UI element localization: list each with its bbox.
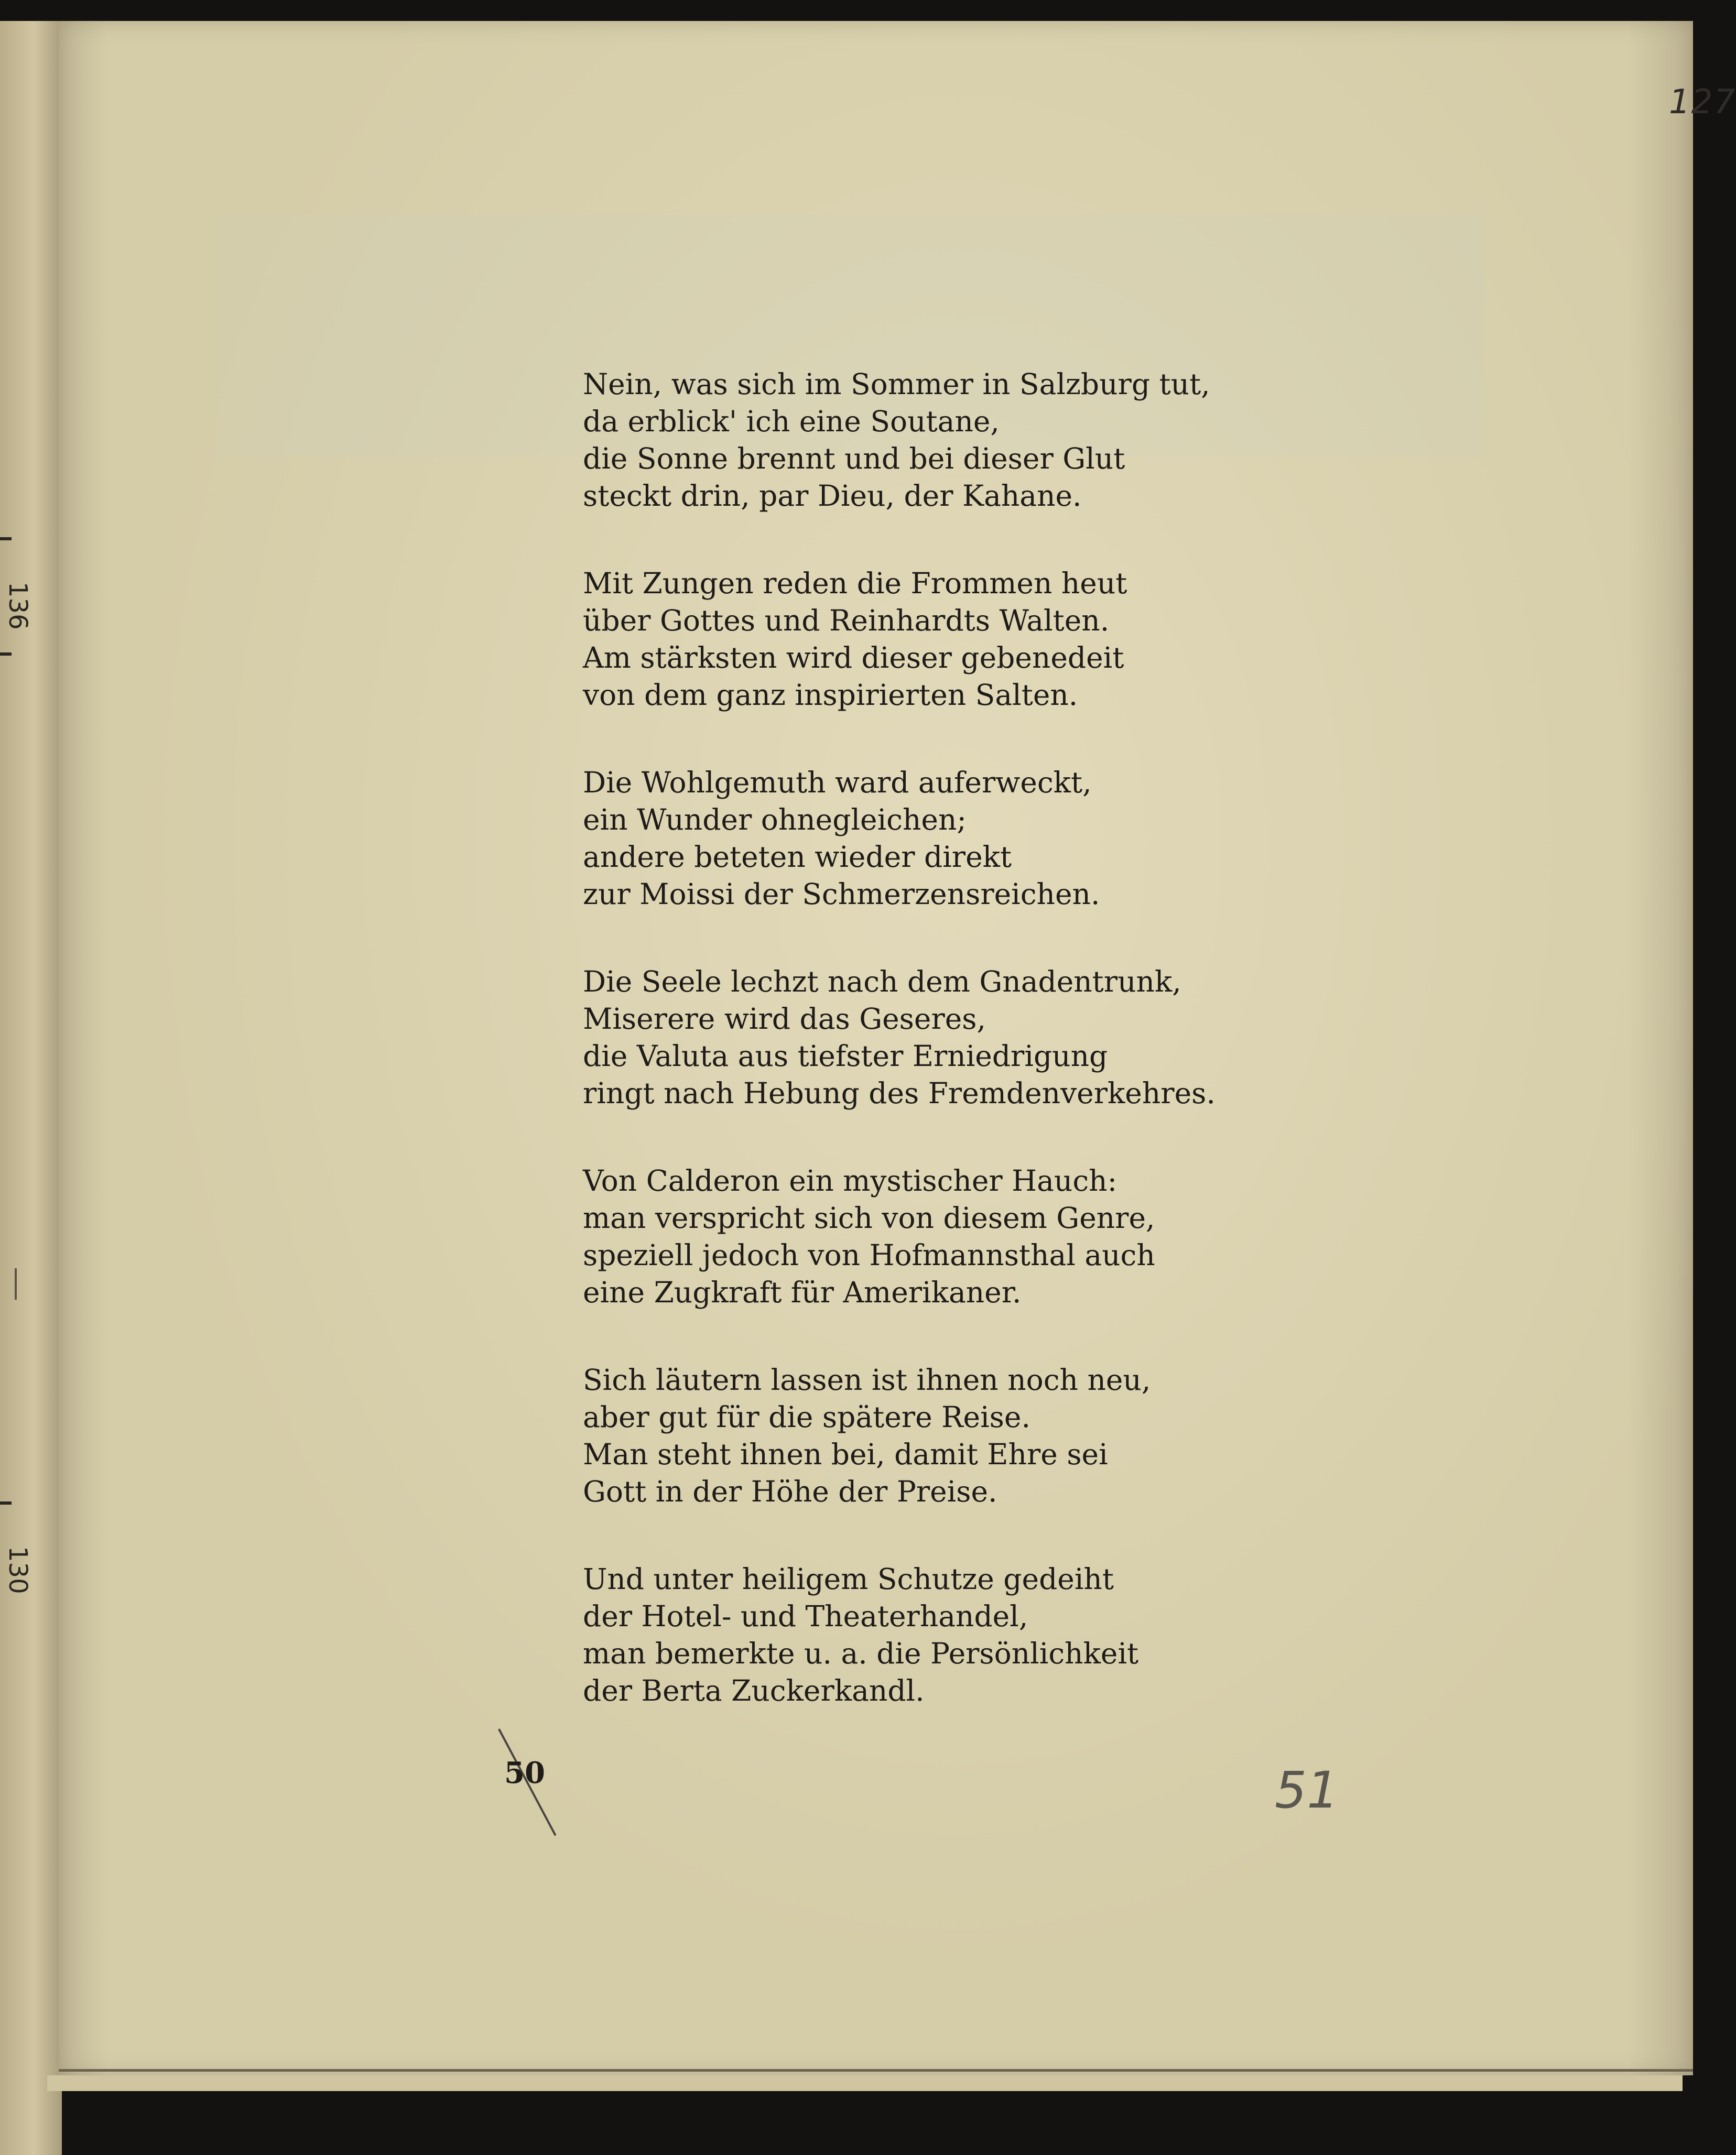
left-edge-mark bbox=[15, 1268, 17, 1300]
poem-line: ringt nach Hebung des Fremdenverkehres. bbox=[583, 1076, 1216, 1110]
poem-stanza bbox=[583, 1561, 1264, 1710]
poem-stanza bbox=[583, 764, 1264, 913]
poem-line: eine Zugkraft für Amerikaner. bbox=[583, 1276, 1022, 1309]
poem-line: Von Calderon ein mystischer Hauch: bbox=[583, 1164, 1117, 1198]
poem-line: aber gut für die spätere Reise. bbox=[583, 1400, 1030, 1434]
poem-line: man verspricht sich von diesem Genre, bbox=[583, 1201, 1155, 1235]
poem-line: Sich läutern lassen ist ihnen noch neu, bbox=[583, 1363, 1151, 1397]
poem-line: zur Moissi der Schmerzensreichen. bbox=[583, 877, 1100, 911]
left-edge-mark bbox=[0, 1501, 12, 1505]
pencil-page-number: 51 bbox=[1275, 1761, 1339, 1820]
poem-line: Nein, was sich im Sommer in Salzburg tut, bbox=[583, 367, 1210, 401]
poem-line: Am stärksten wird dieser gebenedeit bbox=[583, 641, 1124, 674]
poem-line: der Hotel- und Theaterhandel, bbox=[583, 1599, 1028, 1633]
poem-line: die Sonne brennt und bei dieser Glut bbox=[583, 442, 1125, 475]
left-edge-mark bbox=[0, 537, 12, 540]
underlying-page-edge bbox=[47, 2075, 1683, 2091]
poem-stanza bbox=[583, 1162, 1264, 1311]
left-page-number-bottom: 130 bbox=[3, 1546, 32, 1594]
poem-line: ein Wunder ohnegleichen; bbox=[583, 803, 967, 836]
left-edge-mark bbox=[0, 652, 12, 656]
poem-line: speziell jedoch von Hofmannsthal auch bbox=[583, 1238, 1155, 1272]
poem-line: Gott in der Höhe der Preise. bbox=[583, 1475, 997, 1508]
poem-line: Die Wohlgemuth ward auferweckt, bbox=[583, 766, 1092, 799]
book-page bbox=[59, 21, 1736, 2075]
poem-stanza bbox=[583, 565, 1264, 714]
poem-line: die Valuta aus tiefster Erniedrigung bbox=[583, 1039, 1108, 1073]
poem bbox=[583, 366, 1264, 1760]
poem-line: der Berta Zuckerkandl. bbox=[583, 1674, 925, 1707]
poem-line: über Gottes und Reinhardts Walten. bbox=[583, 604, 1110, 637]
left-page-edge bbox=[0, 21, 62, 2155]
poem-line: da erblick' ich eine Soutane, bbox=[583, 405, 1000, 438]
poem-line: Man steht ihnen bei, damit Ehre sei bbox=[583, 1438, 1108, 1471]
poem-stanza bbox=[583, 366, 1264, 515]
poem-line: Die Seele lechzt nach dem Gnadentrunk, bbox=[583, 965, 1181, 998]
left-page-number-top: 136 bbox=[3, 582, 32, 630]
poem-line: Miserere wird das Geseres, bbox=[583, 1002, 986, 1036]
page-bottom-edge bbox=[59, 2069, 1693, 2072]
poem-line: man bemerkte u. a. die Persönlichkeit bbox=[583, 1637, 1139, 1670]
poem-stanza bbox=[583, 1362, 1264, 1510]
poem-line: steckt drin, par Dieu, der Kahane. bbox=[583, 479, 1082, 513]
poem-line: Und unter heiligem Schutze gedeiht bbox=[583, 1562, 1114, 1596]
printed-page-number: 50 bbox=[504, 1756, 545, 1790]
poem-line: von dem ganz inspirierten Salten. bbox=[583, 678, 1078, 712]
archive-folio-number: 127 bbox=[1669, 83, 1736, 122]
poem-line: Mit Zungen reden die Frommen heut bbox=[583, 567, 1127, 600]
poem-line: andere beteten wieder direkt bbox=[583, 840, 1012, 874]
poem-stanza bbox=[583, 963, 1264, 1112]
